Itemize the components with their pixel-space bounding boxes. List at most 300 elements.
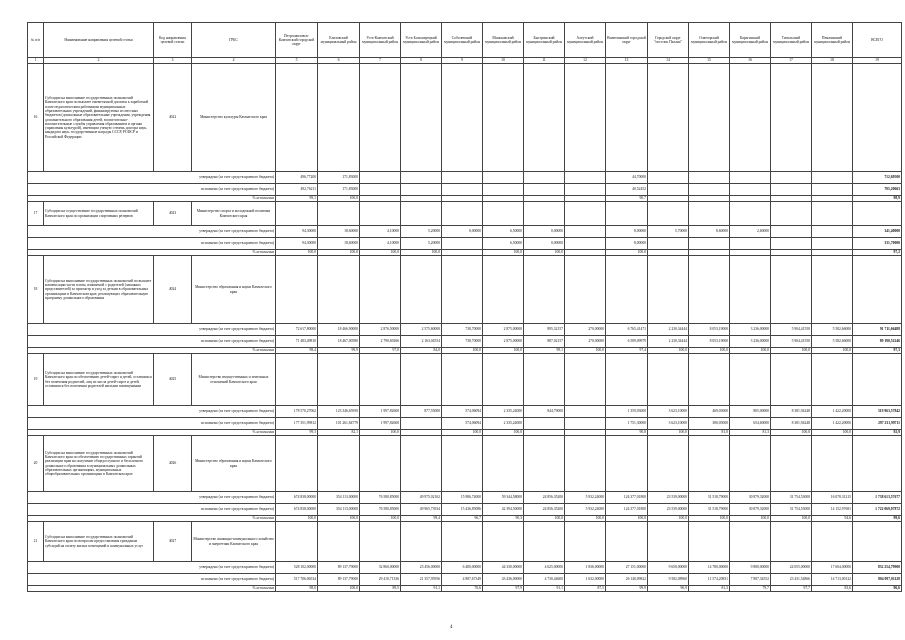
column-number: 1 [28,58,44,64]
empty-cell [565,522,606,562]
empty-cell [771,354,812,406]
value-cell: 100,0 [483,430,524,436]
section-description-row [28,436,902,492]
empty-cell [360,256,401,324]
value-cell: 100,0 [812,348,853,354]
value-cell: 171,83000 [318,172,360,184]
value-cell: 5,70000 [648,226,689,238]
empty-cell [276,202,318,226]
empty-cell [276,522,318,562]
value-cell [442,184,483,196]
value-cell: 4 887,67349 [442,574,483,586]
header-cell: Городской округ "поселок Палана" [648,23,689,58]
amount-row [28,562,902,574]
value-cell: 8 381,94248 [771,418,812,430]
value-cell: 18,60000 [318,238,360,250]
value-cell: 24 055,00000 [771,562,812,574]
empty-cell [360,64,401,172]
value-cell: 11 574,20831 [689,574,730,586]
section-code: 4027 [154,522,192,562]
value-cell: 270,00000 [565,324,606,336]
empty-cell [606,522,648,562]
empty-cell [606,256,648,324]
value-cell [360,172,401,184]
empty-cell [524,202,565,226]
empty-cell [853,354,902,406]
empty-cell [812,436,853,492]
value-cell: 99,9 [318,348,360,354]
value-cell: 469,03000 [689,406,730,418]
value-cell: 8 053,19000 [689,336,730,348]
value-cell: 2 335,24000 [483,418,524,430]
column-number: 9 [442,58,483,64]
value-cell: 100,0 [771,430,812,436]
table-body [28,64,902,592]
value-cell: 99,1 [524,348,565,354]
section-description-row [28,354,902,406]
value-cell: 97,9 [483,586,524,592]
value-cell: 32 860,00000 [360,562,401,574]
value-cell: 76 580,85000 [360,504,401,516]
empty-cell [730,354,771,406]
header-cell: Усть-Камчатский муниципальный район [360,23,401,58]
value-cell [689,184,730,196]
value-cell: 49 975,02162 [401,492,442,504]
value-cell: 29 410,71336 [360,574,401,586]
value-cell: 1 632,00000 [565,574,606,586]
section-number: 20 [28,436,44,492]
row-label: % исполнения [28,430,276,436]
value-cell [730,238,771,250]
value-cell: 23 431,54866 [771,574,812,586]
empty-cell [730,256,771,324]
value-cell: 24 856,35200 [524,492,565,504]
empty-cell [442,522,483,562]
value-cell [524,184,565,196]
empty-cell [276,436,318,492]
value-cell: 8,60000 [689,226,730,238]
value-cell: 738,70000 [442,336,483,348]
value-cell: 5 904,41550 [771,336,812,348]
empty-cell [565,64,606,172]
value-cell: 31 754,53000 [771,492,812,504]
value-cell: 76 580,85000 [360,492,401,504]
section-description-row [28,522,902,562]
value-cell: 94,30000 [276,238,318,250]
empty-cell [853,436,902,492]
value-cell: 574,06094 [442,418,483,430]
empty-cell [771,64,812,172]
value-cell [360,184,401,196]
value-cell: 100,0 [771,348,812,354]
row-label: утверждено (за счет средств краевого бюджета) [28,492,276,504]
value-cell: 0,00000 [524,226,565,238]
value-cell: 100,0 [276,516,318,522]
value-cell: 100,0 [771,516,812,522]
value-cell: 100,0 [606,250,648,256]
section-code: 4022 [154,64,192,172]
column-number: 19 [853,58,902,64]
value-cell [524,172,565,184]
value-cell: 21 357,95956 [401,574,442,586]
value-cell: 8,00000 [606,238,648,250]
header-cell: Соболевский муниципальный район [442,23,483,58]
section-grbs: Министерство культуры Камчатского края [192,64,276,172]
section-number: 21 [28,522,44,562]
value-cell: 84,0 [401,348,442,354]
value-cell: 1 997,82600 [360,406,401,418]
empty-cell [771,436,812,492]
row-label: утверждено (за счет средств краевого бюджета) [28,172,276,184]
empty-cell [483,64,524,172]
section-number: 16 [28,64,44,172]
value-cell: 123 346,65950 [318,406,360,418]
amount-row [28,172,902,184]
header-cell: ГРБС [192,23,276,58]
value-cell: 100,0 [360,516,401,522]
empty-cell [730,522,771,562]
column-number: 8 [401,58,442,64]
value-cell [483,172,524,184]
header-cell: Вилючинский городской округ [606,23,648,58]
total-cell: 319 963,57842 [853,406,902,418]
value-cell: 3 623,10000 [648,406,689,418]
row-label: утверждено (за счет средств краевого бюджета) [28,406,276,418]
value-cell: 27 151,00000 [606,562,648,574]
value-cell: 2 575,60000 [401,324,442,336]
value-cell: 8,00000 [606,226,648,238]
empty-cell [606,354,648,406]
value-cell: 72 617,80000 [276,324,318,336]
empty-cell [648,256,689,324]
empty-cell [648,64,689,172]
column-number: 4 [192,58,276,64]
empty-cell [565,202,606,226]
header-cell: Усть-Большерецкий муниципальный район [401,23,442,58]
value-cell: 17 604,00000 [812,562,853,574]
empty-cell [524,354,565,406]
value-cell: 100,0 [606,516,648,522]
value-cell: 4,10000 [360,238,401,250]
value-cell: 101 261,84779 [318,418,360,430]
value-cell: 2 875,00000 [483,336,524,348]
total-cell: 1 738 613,57677 [853,492,902,504]
empty-cell [401,256,442,324]
header-cell: Пенжинский муниципальный район [812,23,853,58]
value-cell: 30 879,32000 [730,504,771,516]
total-cell: 96,6 [853,586,902,592]
value-cell: 100,0 [565,348,606,354]
value-cell [565,238,606,250]
value-cell: 90,7 [606,196,648,202]
empty-cell [318,64,360,172]
column-number: 17 [771,58,812,64]
total-cell: 705,20663 [853,184,902,196]
value-cell: 3 623,10000 [648,418,689,430]
section-name: Субсидии на выполнение государственных полномочий Камчатского края по обеспечению государственных гарантий реализации прав на получение общедоступного и бесплатного дошкольного образования в муниципальных дошкольных образовательных организациях, муниципальных общеобразовательных организациях в Камчатском крае [44,436,154,492]
value-cell: 0,00000 [442,226,483,238]
empty-cell [771,202,812,226]
value-cell: 96,7 [442,516,483,522]
value-cell: 89 137,79000 [318,562,360,574]
value-cell: 100,0 [360,430,401,436]
value-cell: 14 152,97681 [812,504,853,516]
value-cell: 100,0 [442,430,483,436]
total-cell: 99,6 [853,516,902,522]
value-cell: 44,70000 [606,172,648,184]
section-code: 4025 [154,354,192,406]
value-cell: 97,7 [771,586,812,592]
empty-cell [853,64,902,172]
value-cell: 1 997,82600 [360,418,401,430]
value-cell: 1 359,03000 [606,406,648,418]
empty-cell [606,202,648,226]
empty-cell [853,202,902,226]
amount-row [28,492,902,504]
value-cell: 89 137,79000 [318,574,360,586]
section-number: 18 [28,256,44,324]
value-cell [401,184,442,196]
value-cell: 87,5 [565,586,606,592]
empty-cell [606,436,648,492]
value-cell: 9 650,00000 [648,562,689,574]
empty-cell [730,436,771,492]
percent-row [28,586,902,592]
header-cell: Петропавловск-Камчатский городской округ [276,23,318,58]
row-label: утверждено (за счет средств краевого бюджета) [28,562,276,574]
header-cell: Елизовский муниципальный район [318,23,360,58]
empty-cell [524,64,565,172]
header-cell: Алеутский муниципальный район [565,23,606,58]
total-cell: 331,70000 [853,238,902,250]
value-cell: 124 377,01800 [606,492,648,504]
value-cell: 100,0 [648,348,689,354]
value-cell: 6,50000 [483,238,524,250]
value-cell: 6 400,00000 [442,562,483,574]
value-cell: 96,9 [648,586,689,592]
value-cell: 15 986,74000 [442,492,483,504]
section-name: Субсидии на выполнение государственных полномочий Камчатского края по вопросам предоставления гражданам субсидий на оплату жилых помещений и коммунальных услуг [44,522,154,562]
value-cell: 5 582,66000 [812,336,853,348]
column-number: 10 [483,58,524,64]
row-label: исполнено (за счет средств краевого бюджета) [28,336,276,348]
budget-table [27,22,902,592]
header-cell: ВСЕГО [853,23,902,58]
empty-cell [360,522,401,562]
value-cell [812,184,853,196]
section-name: Субсидии на выполнение государственных полномочий Камчатского края по обеспечению детей-сирот и детей, оставшихся без попечения родителей, лиц из числа детей-сирот и детей, оставшихся без попечения родителей жилыми помещениями [44,354,154,406]
page-number: 4 [450,625,453,630]
value-cell: 31 518,79000 [689,492,730,504]
column-number: 2 [44,58,154,64]
value-cell: 49 965,73934 [401,504,442,516]
value-cell [812,172,853,184]
empty-cell [483,354,524,406]
empty-cell [812,522,853,562]
row-label: исполнено (за счет средств краевого бюджета) [28,238,276,250]
value-cell: 5 904,41550 [771,324,812,336]
amount-row [28,226,902,238]
value-cell [483,184,524,196]
empty-cell [524,256,565,324]
empty-cell [812,202,853,226]
empty-cell [318,354,360,406]
empty-cell [648,354,689,406]
section-code: 4023 [154,202,192,226]
value-cell [524,418,565,430]
total-cell: 341,40000 [853,226,902,238]
value-cell: 100,0 [730,348,771,354]
empty-cell [524,436,565,492]
value-cell: 3 236,00000 [730,324,771,336]
row-label: % исполнения [28,250,276,256]
value-cell: 90,3 [483,516,524,522]
column-number: 5 [276,58,318,64]
section-description-row [28,256,902,324]
column-number: 7 [360,58,401,64]
value-cell: 2 876,50000 [360,324,401,336]
value-cell: 30 879,32000 [730,492,771,504]
total-cell: 712,69500 [853,172,902,184]
value-cell: 100,0 [318,250,360,256]
total-cell: 832 254,79900 [853,562,902,574]
value-cell [565,406,606,418]
value-cell: 81,3 [730,430,771,436]
column-number: 3 [154,58,192,64]
value-cell: 354 113,00000 [318,504,360,516]
header-cell: № п/п [28,23,44,58]
amount-row [28,184,902,196]
value-cell [812,226,853,238]
value-cell: 43 436,00000 [483,574,524,586]
value-cell [442,172,483,184]
empty-cell [318,202,360,226]
value-cell: 99,9 [606,586,648,592]
value-cell: 100,0 [730,516,771,522]
section-code: 4024 [154,256,192,324]
value-cell: 100,0 [689,516,730,522]
empty-cell [401,354,442,406]
value-cell: 81,0 [689,430,730,436]
value-cell: 98,0 [276,586,318,592]
value-cell: 91,1 [524,586,565,592]
value-cell: 89,5 [360,586,401,592]
empty-cell [483,522,524,562]
empty-cell [730,64,771,172]
value-cell: 100,0 [360,250,401,256]
value-cell: 100,0 [524,516,565,522]
value-cell: 91,1 [401,586,442,592]
amount-row [28,324,902,336]
empty-cell [606,64,648,172]
empty-cell [648,202,689,226]
empty-cell [812,354,853,406]
section-description-row [28,202,902,226]
value-cell: 100,0 [565,516,606,522]
row-label: утверждено (за счет средств краевого бюджета) [28,226,276,238]
value-cell: 14 780,00000 [689,562,730,574]
total-cell: 98,9 [853,196,902,202]
value-cell: 674 838,00000 [276,504,318,516]
value-cell: 100,0 [401,250,442,256]
amount-row [28,418,902,430]
value-cell: 1 836,00000 [565,562,606,574]
value-cell: 2 790,69266 [360,336,401,348]
value-cell: 4 730,44600 [524,574,565,586]
section-description-row [28,64,902,172]
value-cell [771,226,812,238]
value-cell: 517 706,06534 [276,574,318,586]
empty-cell [442,436,483,492]
value-cell [565,226,606,238]
empty-cell [442,354,483,406]
empty-cell [442,64,483,172]
value-cell: 380,05000 [689,418,730,430]
section-grbs: Министерство спорта и молодежной политики Камчатского края [192,202,276,226]
empty-cell [483,202,524,226]
empty-cell [360,202,401,226]
value-cell: 2 875,00000 [483,324,524,336]
value-cell: 738,70000 [442,324,483,336]
value-cell: 9 880,00000 [730,562,771,574]
column-number: 6 [318,58,360,64]
value-cell: 97,0 [360,348,401,354]
column-number: 12 [565,58,606,64]
value-cell: 8 381,94248 [771,406,812,418]
value-cell: 574,06094 [442,406,483,418]
value-cell: 5 582,66000 [812,324,853,336]
value-cell [812,238,853,250]
header-row [28,23,902,58]
empty-cell [730,202,771,226]
empty-cell [483,256,524,324]
value-cell [565,184,606,196]
value-cell: 1 422,20000 [812,418,853,430]
row-label: исполнено (за счет средств краевого бюджета) [28,574,276,586]
value-cell: 6,50000 [483,226,524,238]
value-cell: 171,83000 [318,184,360,196]
value-cell: 1 751,30000 [606,418,648,430]
section-name: Субсидии на выполнение государственных полномочий по выплате компенсации части платы, взимаемой с родителей (законных представителей) за присмотр и уход за детьми в образовательных организациях в Камчатском крае, реализующих образовательную программу дошкольного образования [44,256,154,324]
empty-cell [689,256,730,324]
header-cell: Наименование направления целевой статьи [44,23,154,58]
empty-cell [401,436,442,492]
empty-cell [442,256,483,324]
budget-table-sheet [27,22,900,592]
value-cell: 18 467,00580 [318,336,360,348]
column-number: 16 [730,58,771,64]
empty-cell [360,354,401,406]
value-cell: 44 330,00000 [483,562,524,574]
value-cell: 18,60000 [318,226,360,238]
value-cell: 5 932,24000 [565,504,606,516]
value-cell: 270,00000 [565,336,606,348]
value-cell: 42 394,50000 [483,504,524,516]
empty-cell [318,522,360,562]
value-cell [689,238,730,250]
total-cell: 97,2 [853,250,902,256]
value-cell: 100,0 [276,250,318,256]
value-cell: 0,00000 [524,238,565,250]
empty-cell [276,354,318,406]
value-cell: 2 230,34444 [648,324,689,336]
row-label: исполнено (за счет средств краевого бюджета) [28,184,276,196]
value-cell: 8 053,19000 [689,324,730,336]
value-cell: 59 344,58000 [483,492,524,504]
value-cell: 654,60000 [730,418,771,430]
empty-cell [648,436,689,492]
row-label: % исполнения [28,516,276,522]
